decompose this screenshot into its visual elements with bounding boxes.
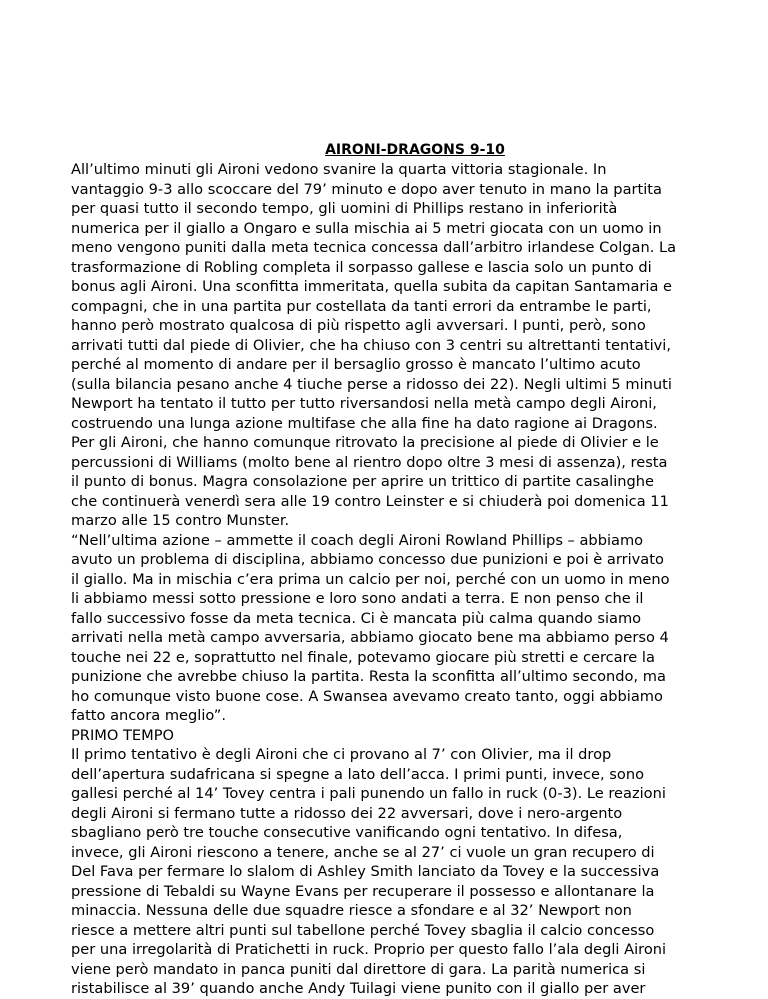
text-line: riesce a mettere altri punti sul tabellone perché Tovey sbaglia il calcio concesso (71, 921, 655, 939)
text-line: sbagliano però tre touche consecutive vanificando ogni tentativo. In difesa, (71, 824, 623, 841)
text-line: “Nell’ultima azione – ammette il coach degli Aironi Rowland Phillips – abbiamo (71, 531, 644, 549)
text-line: Il primo tentativo è degli Aironi che ci provano al 7’ con Olivier, ma il drop (71, 746, 612, 763)
text-line: dell’apertura sudafricana si spegne a lato dell’acca. I primi punti, invece, sono (71, 765, 645, 783)
paragraph (71, 745, 768, 999)
text-line: Del Fava per fermare lo slalom di Ashley Smith lanciato da Tovey e la successiva (71, 863, 660, 880)
text-line: per una irregolarità di Pratichetti in ruck. Proprio per questo fallo l’ala degli Aironi (71, 941, 667, 958)
text-line: fallo successivo fosse da meta tecnica. Ci è mancata più calma quando siamo (71, 609, 642, 627)
text-line: vantaggio 9-3 allo scoccare del 79’ minuto e dopo aver tenuto in mano la partita (71, 180, 662, 198)
article-body (71, 160, 768, 999)
paragraph (71, 160, 768, 531)
text-line: percussioni di Williams (molto bene al rientro dopo oltre 3 mesi di assenza), resta (71, 453, 668, 471)
text-line: degli Aironi si fermano tutte a ridosso dei 22 avversari, dove i nero-argento (71, 804, 623, 822)
text-line: invece, gli Aironi riescono a tenere, anche se al 27’ ci vuole un gran recupero di (71, 843, 655, 861)
text-line: perché al momento di andare per il bersaglio grosso è mancato l’ultimo acuto (71, 356, 641, 373)
text-line: gallesi perché al 14’ Tovey centra i pali punendo un fallo in ruck (0-3). Le reazioni (71, 785, 666, 802)
text-line: arrivati nella metà campo avversaria, abbiamo giocato bene ma abbiamo perso 4 (71, 629, 669, 646)
text-line: bonus agli Aironi. Una sconfitta immeritata, quella subita da capitan Santamaria e (71, 278, 673, 295)
text-line: hanno però mostrato qualcosa di più rispetto agli avversari. I punti, però, sono (71, 317, 646, 334)
text-line: viene però mandato in panca puniti dal direttore di gara. La parità numerica si (71, 960, 646, 978)
text-line: arrivati tutti dal piede di Olivier, che ha chiuso con 3 centri su altrettanti tentativi, (71, 336, 671, 354)
text-line: punizione che avrebbe chiuso la partita. Resta la sconfitta all’ultimo secondo, ma (71, 668, 666, 685)
text-line: il punto di bonus. Magra consolazione per aprire un trittico di partite casalinghe (71, 473, 655, 490)
text-line: touche nei 22 e, soprattutto nel finale, potevamo giocare più stretti e cercare la (71, 648, 655, 666)
text-line: ristabilisce al 39’ quando anche Andy Tuilagi viene punito con il giallo per aver (71, 980, 646, 997)
paragraph (71, 531, 768, 726)
text-line: PRIMO TEMPO (71, 726, 174, 744)
text-line: fatto ancora meglio”. (71, 707, 226, 724)
text-line: minaccia. Nessuna delle due squadre riesce a sfondare e al 32’ Newport non (71, 902, 632, 919)
text-line: per quasi tutto il secondo tempo, gli uomini di Phillips restano in inferiorità (71, 200, 618, 217)
text-line: compagni, che in una partita pur costellata da tanti errori da entrambe le parti, (71, 297, 652, 315)
text-line: numerica per il giallo a Ongaro e sulla mischia ai 5 metri giocata con un uomo in (71, 219, 662, 237)
text-line: (sulla bilancia pesano anche 4 tiuche perse a ridosso dei 22). Negli ultimi 5 minuti (71, 375, 672, 393)
text-line: pressione di Tebaldi su Wayne Evans per recuperare il possesso e allontanare la (71, 882, 655, 900)
text-line: meno vengono puniti dalla meta tecnica concessa dall’arbitro irlandese Colgan. La (71, 239, 677, 256)
text-line: li abbiamo messi sotto pressione e loro sono andati a terra. E non penso che il (71, 590, 644, 607)
text-line: Newport ha tentato il tutto per tutto riversandosi nella metà campo degli Aironi, (71, 395, 657, 412)
article-title: AIRONI-DRAGONS 9-10 (325, 142, 505, 158)
text-line: marzo alle 15 contro Munster. (71, 512, 290, 529)
text-line: Per gli Aironi, che hanno comunque ritrovato la precisione al piede di Olivier e le (71, 434, 659, 451)
text-line: All’ultimo minuti gli Aironi vedono svanire la quarta vittoria stagionale. In (71, 161, 607, 178)
text-line: avuto un problema di disciplina, abbiamo concesso due punizioni e poi è arrivato (71, 551, 664, 568)
paragraph (71, 726, 768, 746)
text-line: ho comunque visto buone cose. A Swansea avevamo creato tanto, oggi abbiamo (71, 687, 663, 705)
text-line: costruendo una lunga azione multifase che alla fine ha dato ragione ai Dragons. (71, 414, 658, 432)
text-line: trasformazione di Robling completa il sorpasso gallese e lascia solo un punto di (71, 258, 652, 276)
text-line: che continuerà venerdì sera alle 19 contro Leinster e si chiuderà poi domenica 11 (71, 492, 669, 510)
text-line: il giallo. Ma in mischia c’era prima un calcio per noi, perché con un uomo in meno (71, 570, 670, 588)
